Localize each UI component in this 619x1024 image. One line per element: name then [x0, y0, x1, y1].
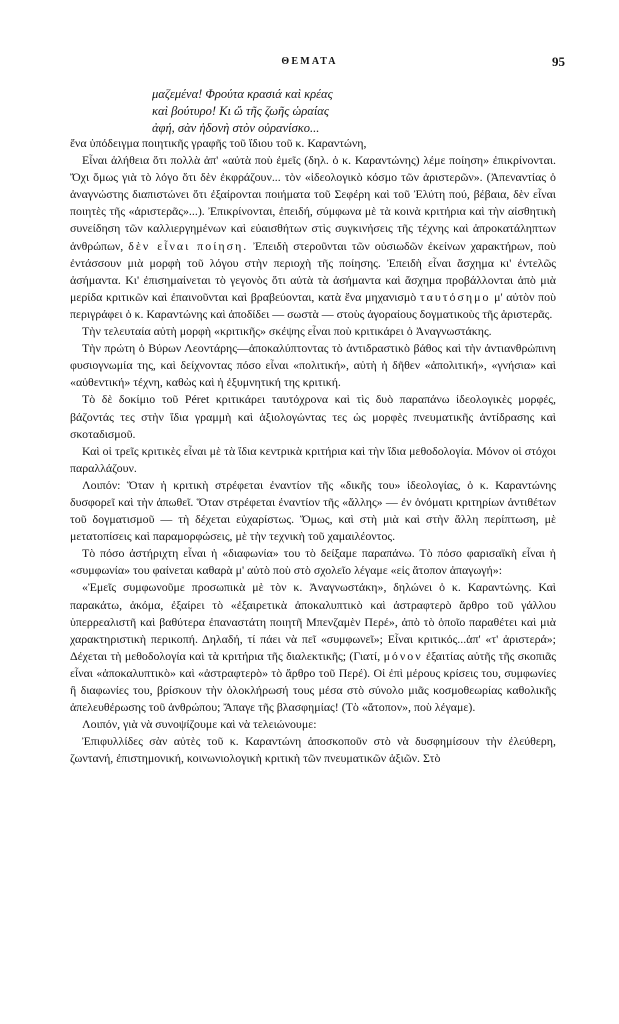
running-head: ΘΕΜΑΤΑ — [281, 56, 338, 67]
poem-excerpt — [152, 86, 452, 137]
paragraph-text: «Ἐμεῖς συμφωνοῦμε προσωπικὰ μὲ τὸν κ. Ἀναγνωστάκη», δηλώνει ὁ κ. Καραντώνης. Καὶ παρακάτω, ἀκόμα, ἐξαίρει τὸ «ἐξαιρετικὰ ἀποκαλυπτικὸ καὶ ἀστραφτερὸ ἄρθρο τοῦ γάλλου ὑπερρεαλιστῆ καὶ βαθύτερα ἐπαναστάτη ποιητῆ Μπενζαμὲν Περέ», ἀπὸ τὸ ὁποῖο παραθέτει καὶ μιὰ χαρακτηριστικὴ περικοπή. Δηλαδή, τί πάει νὰ πεῖ «συμφωνεῖ»; Εἶναι κριτικός...ἀπ' «τ' ἀριστερά»; Δέχεται τὴ μεθοδολογία καὶ τὰ κριτήρια τῆς διαλεκτικῆς; (Γιατί, — [70, 580, 556, 663]
paragraph: Λοιπόν, γιὰ νὰ συνοψίζουμε καὶ νὰ τελειώνουμε: — [82, 717, 317, 732]
paragraph-text: Ἐπειδὴ στεροῦνται τῶν οὐσιωδῶν ἐκείνων χαρακτήρων, ποὺ ἐντάσσουν μιὰ μορφὴ τοῦ λόγου στὴν περιοχὴ τῆς ποίησης. Ἐπειδὴ εἶναι ἄσχημα κι' ἐντελῶς ἀσήμαντα. Κι' ἐπισημαίνεται τὸ γεγονὸς ὅτι αὐτὰ τὰ ἀσήμαντα καὶ ἄσχημα προβάλλονται ἀπὸ μιὰ μερίδα κριτικῶν καὶ ἐπαινοῦνται καὶ βραβεύονται, κατὰ ἕνα μηχανισμὸ — [70, 238, 557, 304]
paragraph-text: ἐξαιτίας αὐτῆς τῆς σκοπιᾶς εἶναι «ἀποκαλυπτικὸ» καὶ «ἀστραφτερὸ» τὸ ἄρθρο τοῦ Περέ). Οἱ ἐπὶ μέρους κρίσεις του, συμφωνίες ἢ διαφωνίες του, βρίσκουν τὴν ὁλοκλήρωσή τους μέσα στὸ σύνολο μιᾶς κοσμοθεωρίας καθολικῆς ἀπελευθέρωσης τοῦ ἀνθρώπου; Ἄπαγε τῆς βλασφημίας! (Τὸ «ἄτοπον», ποὺ λέγαμε). — [70, 648, 556, 715]
paragraph: Τὸ πόσο ἀστήριχτη εἶναι ἡ «διαφωνία» του τὸ δείξαμε παραπάνω. Τὸ πόσο φαρισαϊκὴ εἶναι ἡ «συμφωνία» του φαίνεται καθαρὰ μ' αὐτὸ ποὺ στὸ σχολεῖο λέγαμε «εἰς ἄτοπον ἀπαγωγή»: — [70, 546, 556, 578]
paragraph-text: μ' αὐτὸν ποὺ περιγράφει ὁ κ. Καραντώνης καὶ ἀποδίδει — σωστὰ — στοὺς ἀγοραίους δογματικοὺς τῆς ἀριστερᾶς. — [70, 289, 556, 321]
paragraph: Τὸ δὲ δοκίμιο τοῦ Péret κριτικάρει ταυτόχρονα καὶ τὶς δυὸ παραπάνω ἰδεολογικὲς μορφές, βάζοντάς τες στὴν ἴδια γραμμὴ καὶ ἀξιολογώντας τες ὡς μορφὲς πνευματικῆς ἀντίδρασης καὶ σκοταδισμοῦ. — [70, 392, 556, 441]
paragraph: Ἐπιφυλλίδες σὰν αὐτὲς τοῦ κ. Καραντώνη ἀποσκοποῦν στὸ νὰ δυσφημίσουν τὴν ἐλεύθερη, ζωντανή, ἐπιστημονική, κοινωνιολογικὴ κριτικὴ τῶν πνευματικῶν ἀξιῶν. Στὸ — [70, 734, 556, 766]
paragraph: Τὴν πρώτη ὁ Βύρων Λεοντάρης—ἀποκαλύπτοντας τὸ ἀντιδραστικὸ βάθος καὶ τὴν ἀντιανθρώπινη φυσιογνωμία της, καὶ δείχνοντας πόσο εἶναι «πολιτική», αὐτὴ ἡ δῆθεν «ἀπολιτική», «γνήσια» καὶ «αὐθεντική» τέχνη, καθὼς καὶ ἡ ἐξυμνητική της κριτική. — [70, 341, 556, 390]
emphasized-text: δὲν εἶναι ποίηση. — [128, 238, 249, 253]
poem-line: καὶ βούτυρο! Κι ὤ τῆς ζωῆς ὡραίας — [152, 104, 329, 118]
emphasized-text: ταυτόσημο — [419, 289, 491, 304]
emphasized-text: μόνον — [383, 648, 423, 663]
page-number: 95 — [552, 54, 565, 69]
paragraph — [70, 152, 556, 323]
poem-line: ἀφή, σὰν ἡδονὴ στὸν οὐρανίσκο... — [152, 121, 320, 135]
paragraph: ἕνα ὑπόδειγμα ποιητικῆς γραφῆς τοῦ ἴδιου τοῦ κ. Καραντώνη, — [70, 136, 367, 150]
paragraph: Καὶ οἱ τρεῖς κριτικὲς εἶναι μὲ τὰ ἴδια κεντρικὰ κριτήρια καὶ τὴν ἴδια μεθοδολογία. Μόνον οἱ στόχοι παραλλάζουν. — [70, 443, 556, 475]
page-header — [0, 56, 619, 72]
poem-line: μαζεμένα! Φρούτα κρασιά καὶ κρέας — [152, 87, 333, 101]
paragraph — [70, 579, 556, 716]
paragraph-text: Εἶναι ἀλήθεια ὅτι πολλὰ ἀπ' «αὐτὰ ποὺ ἐμεῖς (δηλ. ὁ κ. Καραντώνης) λέμε ποίηση» ἐπικρίνονται. Ὄχι ὅμως γιὰ τὸ λόγο ὅτι δὲν ἐκφράζουν... τὸν «ἰδεολογικὸ κόσμο τῶν ἀριστερῶν». (Ἀπεναντίας ὁ ἀναγνώστης διαπιστώνει ὅτι ἐξαίρονται ποιήματα τοῦ Σεφέρη καὶ τοῦ Ἐλύτη πού, βέβαια, δὲν εἶναι ποιητὲς τῆς «ἀριστερᾶς»...). Ἐπικρίνονται, ἐπειδή, σύμφωνα μὲ τὰ κοινὰ κριτήρια καὶ τὴν αἰσθητικὴ συνείδηση τῶν καλλιεργημένων καὶ εὐαισθήτων στὶς συγκινήσεις τῆς τέχνης καὶ ἀπροκατάληπτων ἀνθρώπων, — [70, 153, 556, 253]
paragraph: Τὴν τελευταία αὐτὴ μορφὴ «κριτικῆς» σκέψης εἶναι ποὺ κριτικάρει ὁ Ἀναγνωστάκης. — [82, 324, 492, 339]
body-text — [70, 135, 556, 767]
paragraph: Λοιπόν: Ὅταν ἡ κριτικὴ στρέφεται ἐναντίον τῆς «δικῆς του» ἰδεολογίας, ὁ κ. Καραντώνης δυσφορεῖ καὶ τὴν ἀπωθεῖ. Ὅταν στρέφεται ἐναντίον τῆς «ἄλλης» — ἐν ὀνόματι κριτηρίων ἀντιθέτων τοῦ δογματισμοῦ — τὴ δέχεται εὐχαρίστως. Ὅμως, καὶ στὴ μιὰ καὶ στὴν ἄλλη περίπτωση, μὲ μετατοπίσεις καὶ παραμορφώσεις, μὲ τὴν τεχνικὴ τοῦ χαμαιλέοντος. — [70, 477, 556, 544]
